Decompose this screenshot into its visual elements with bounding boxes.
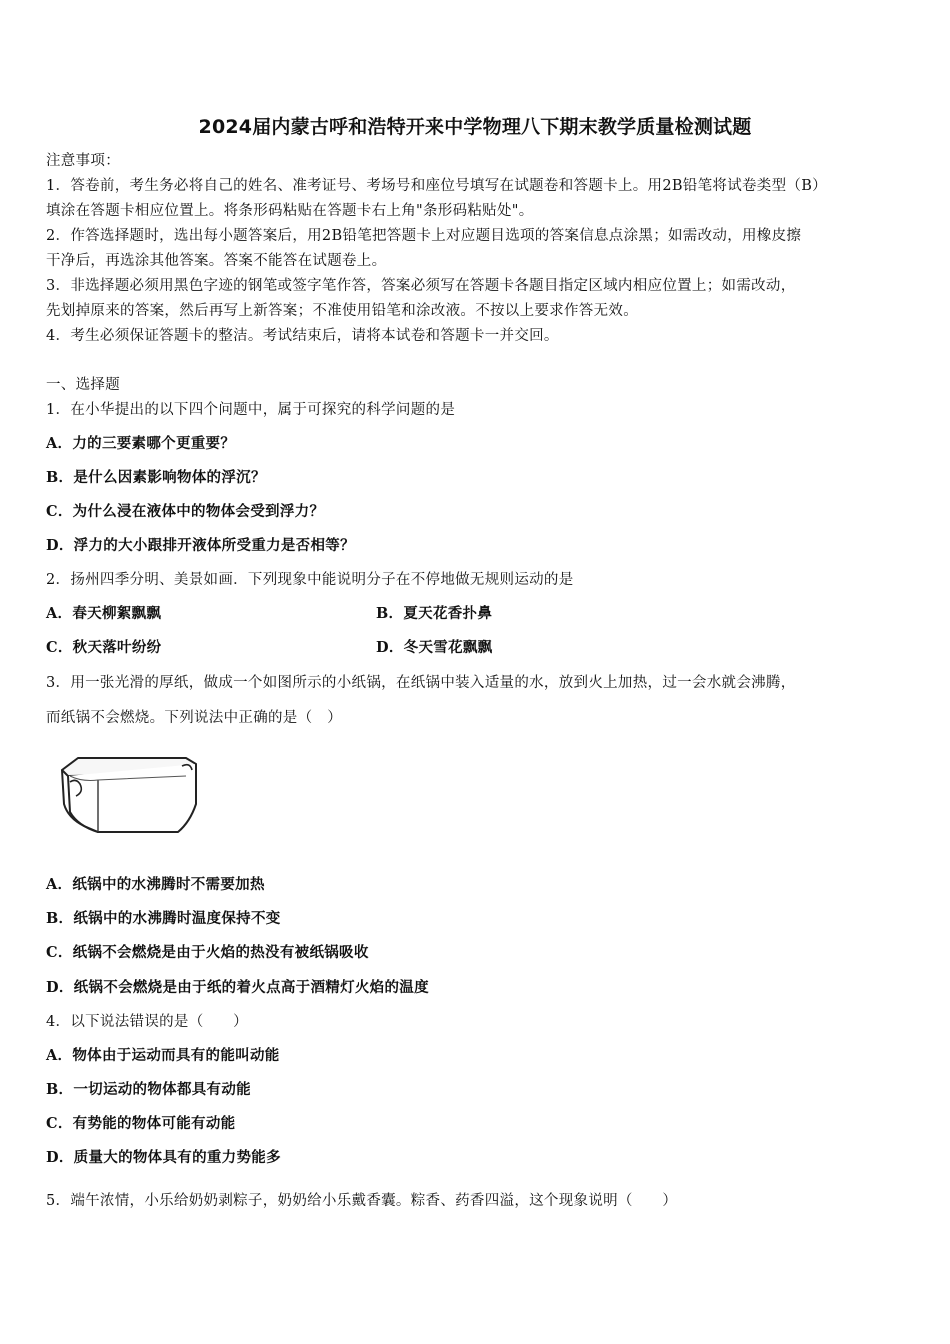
notice-line-2: 填涂在答题卡相应位置上。将条形码粘贴在答题卡右上角"条形码粘贴处"。	[46, 203, 534, 219]
notice-line-3: 2．作答选择题时，选出每小题答案后，用2B铅笔把答题卡上对应题目选项的答案信息点涂黑；如需改动，用橡皮擦	[46, 228, 802, 244]
q4-option-a: A．物体由于运动而具有的能叫动能	[46, 1047, 280, 1064]
q2-stem: 2．扬州四季分明、美景如画．下列现象中能说明分子在不停地做无规则运动的是	[46, 572, 574, 588]
q4-option-c: C．有势能的物体可能有动能	[46, 1115, 236, 1132]
q2-option-b: B．夏天花香扑鼻	[376, 605, 493, 622]
q1-option-b: B．是什么因素影响物体的浮沉？	[46, 469, 266, 486]
q3-option-a: A．纸锅中的水沸腾时不需要加热	[46, 876, 265, 893]
section-heading: 一、选择题	[46, 377, 120, 393]
q2-option-d: D．冬天雪花飘飘	[376, 639, 493, 656]
q4-stem: 4．以下说法错误的是（ ）	[46, 1014, 248, 1030]
notice-line-6: 先划掉原来的答案，然后再写上新答案；不准使用铅笔和涂改液。不按以上要求作答无效。	[46, 303, 638, 319]
q3-option-b: B．纸锅中的水沸腾时温度保持不变	[46, 910, 281, 927]
q2-option-a: A．春天柳絮飘飘	[46, 605, 162, 622]
q4-option-d: D．质量大的物体具有的重力势能多	[46, 1149, 281, 1166]
q3-stem-line-1: 3．用一张光滑的厚纸，做成一个如图所示的小纸锅，在纸锅中装入适量的水，放到火上加热，过一会水就会沸腾，	[46, 675, 796, 691]
q1-option-a: A．力的三要素哪个更重要？	[46, 435, 236, 452]
exam-title: 2024届内蒙古呼和浩特开来中学物理八下期末教学质量检测试题	[198, 116, 752, 138]
q4-option-b: B．一切运动的物体都具有动能	[46, 1081, 251, 1098]
notice-line-5: 3．非选择题必须用黑色字迹的钢笔或签字笔作答，答案必须写在答题卡各题目指定区域内相应位置上；如需改动，	[46, 278, 796, 294]
q3-stem-line-2: 而纸锅不会燃烧。下列说法中正确的是（ ）	[46, 710, 342, 726]
paper-pot-figure	[56, 752, 202, 836]
notice-heading: 注意事项：	[46, 153, 120, 169]
q3-option-c: C．纸锅不会燃烧是由于火焰的热没有被纸锅吸收	[46, 944, 369, 961]
q1-option-d: D．浮力的大小跟排开液体所受重力是否相等？	[46, 537, 355, 554]
notice-line-1: 1．答卷前，考生务必将自己的姓名、准考证号、考场号和座位号填写在试题卷和答题卡上。用2B铅笔将试卷类型（B）	[46, 178, 827, 194]
q5-stem: 5．端午浓情，小乐给奶奶剥粽子，奶奶给小乐戴香囊。粽香、药香四溢，这个现象说明（ ）	[46, 1193, 678, 1209]
notice-line-7: 4．考生必须保证答题卡的整洁。考试结束后，请将本试卷和答题卡一并交回。	[46, 328, 559, 344]
q1-option-c: C．为什么浸在液体中的物体会受到浮力？	[46, 503, 325, 520]
notice-line-4: 干净后，再选涂其他答案。答案不能答在试题卷上。	[46, 253, 387, 269]
q1-stem: 1．在小华提出的以下四个问题中，属于可探究的科学问题的是	[46, 402, 456, 418]
q3-option-d: D．纸锅不会燃烧是由于纸的着火点高于酒精灯火焰的温度	[46, 979, 429, 996]
q2-option-c: C．秋天落叶纷纷	[46, 639, 162, 656]
